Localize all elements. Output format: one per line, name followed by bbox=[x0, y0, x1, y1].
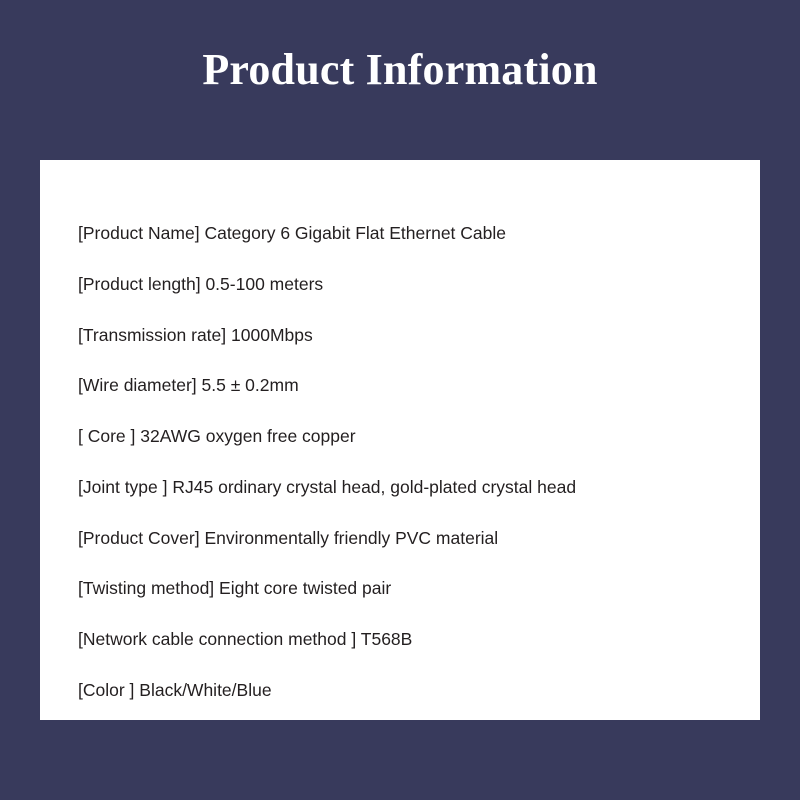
spec-label: [Product length] bbox=[78, 273, 201, 294]
spec-value: 1000Mbps bbox=[231, 324, 313, 345]
spec-list bbox=[78, 222, 760, 702]
list-item bbox=[78, 425, 760, 448]
spec-label: [Network cable connection method ] bbox=[78, 629, 357, 649]
spec-label: [Wire diameter] bbox=[78, 375, 197, 396]
spec-value: Black/White/Blue bbox=[139, 679, 272, 700]
list-item bbox=[78, 222, 760, 245]
list-item bbox=[78, 527, 760, 550]
spec-value: 5.5 ± 0.2mm bbox=[201, 375, 299, 396]
spec-label: [ Core ] bbox=[78, 426, 136, 446]
spec-label: [Joint type ] bbox=[78, 476, 168, 497]
spec-value: RJ45 ordinary crystal head, gold-plated crystal head bbox=[172, 476, 577, 497]
list-item bbox=[78, 577, 760, 600]
list-item bbox=[78, 374, 760, 397]
page-title: Product Information bbox=[202, 45, 598, 94]
spec-label: [Product Name] bbox=[78, 223, 200, 243]
spec-label: [Twisting method] bbox=[78, 578, 215, 599]
spec-label: [Color ] bbox=[78, 679, 135, 700]
spec-value: Category 6 Gigabit Flat Ethernet Cable bbox=[204, 223, 507, 243]
spec-label: [Transmission rate] bbox=[78, 324, 227, 345]
list-item bbox=[78, 679, 760, 702]
list-item bbox=[78, 628, 760, 651]
spec-value: 32AWG oxygen free copper bbox=[140, 426, 356, 446]
spec-label: [Product Cover] bbox=[78, 527, 200, 548]
spec-value: T568B bbox=[360, 629, 413, 649]
list-item bbox=[78, 324, 760, 347]
spec-value: Eight core twisted pair bbox=[219, 578, 392, 599]
list-item bbox=[78, 476, 760, 499]
spec-value: 0.5-100 meters bbox=[205, 273, 324, 294]
spec-value: Environmentally friendly PVC material bbox=[204, 527, 499, 548]
specs-card bbox=[40, 160, 760, 720]
list-item bbox=[78, 273, 760, 296]
